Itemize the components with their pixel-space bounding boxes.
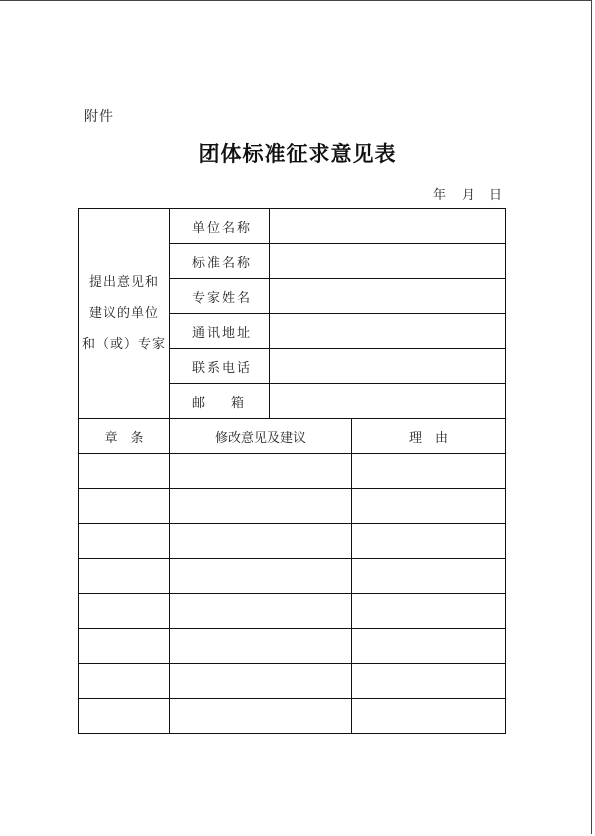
form-row-unit-name bbox=[79, 209, 506, 244]
attachment-label: 附件 bbox=[84, 109, 114, 125]
proposer-label-line: 和（或）专家 bbox=[81, 337, 166, 352]
table-row bbox=[79, 524, 506, 559]
table-row bbox=[79, 699, 506, 734]
reason-cell[interactable] bbox=[352, 699, 506, 734]
reason-cell[interactable] bbox=[352, 594, 506, 629]
clause-cell[interactable] bbox=[79, 559, 170, 594]
clause-cell[interactable] bbox=[79, 594, 170, 629]
opinion-form-table bbox=[78, 208, 506, 734]
column-header-clause: 章 条 bbox=[79, 419, 170, 454]
proposer-label-line: 提出意见和 bbox=[88, 275, 159, 290]
clause-cell[interactable] bbox=[79, 524, 170, 559]
suggestion-cell[interactable] bbox=[170, 629, 352, 664]
field-value-address[interactable] bbox=[270, 314, 506, 349]
table-row bbox=[79, 664, 506, 699]
reason-cell[interactable] bbox=[352, 559, 506, 594]
field-label-unit-name: 单位名称 bbox=[170, 209, 270, 244]
suggestion-cell[interactable] bbox=[170, 489, 352, 524]
reason-cell[interactable] bbox=[352, 664, 506, 699]
suggestion-cell[interactable] bbox=[170, 559, 352, 594]
suggestion-cell[interactable] bbox=[170, 594, 352, 629]
clause-cell[interactable] bbox=[79, 489, 170, 524]
suggestion-cell[interactable] bbox=[170, 454, 352, 489]
suggestion-cell[interactable] bbox=[170, 699, 352, 734]
clause-cell[interactable] bbox=[79, 454, 170, 489]
reason-cell[interactable] bbox=[352, 629, 506, 664]
field-value-phone[interactable] bbox=[270, 349, 506, 384]
field-label-standard-name: 标准名称 bbox=[170, 244, 270, 279]
field-label-expert-name: 专家姓名 bbox=[170, 279, 270, 314]
field-label-address: 通讯地址 bbox=[170, 314, 270, 349]
page-title: 团体标准征求意见表 bbox=[198, 141, 397, 166]
proposer-label bbox=[79, 209, 170, 419]
field-value-unit-name[interactable] bbox=[270, 209, 506, 244]
field-label-phone: 联系电话 bbox=[170, 349, 270, 384]
column-header-reason: 理 由 bbox=[352, 419, 506, 454]
date-day-label: 日 bbox=[489, 188, 503, 203]
reason-cell[interactable] bbox=[352, 524, 506, 559]
column-header-row bbox=[79, 419, 506, 454]
date-year-label: 年 bbox=[433, 188, 447, 203]
clause-cell[interactable] bbox=[79, 629, 170, 664]
clause-cell[interactable] bbox=[79, 699, 170, 734]
column-header-suggestion: 修改意见及建议 bbox=[170, 419, 352, 454]
field-value-email[interactable] bbox=[270, 384, 506, 419]
table-row bbox=[79, 594, 506, 629]
clause-cell[interactable] bbox=[79, 664, 170, 699]
date-month-label: 月 bbox=[462, 188, 476, 203]
field-label-email: 邮 箱 bbox=[170, 384, 270, 419]
reason-cell[interactable] bbox=[352, 489, 506, 524]
suggestion-cell[interactable] bbox=[170, 524, 352, 559]
suggestion-cell[interactable] bbox=[170, 664, 352, 699]
proposer-label-line: 建议的单位 bbox=[88, 306, 159, 321]
table-row bbox=[79, 489, 506, 524]
field-value-expert-name[interactable] bbox=[270, 279, 506, 314]
table-row bbox=[79, 559, 506, 594]
reason-cell[interactable] bbox=[352, 454, 506, 489]
field-value-standard-name[interactable] bbox=[270, 244, 506, 279]
table-row bbox=[79, 454, 506, 489]
table-row bbox=[79, 629, 506, 664]
